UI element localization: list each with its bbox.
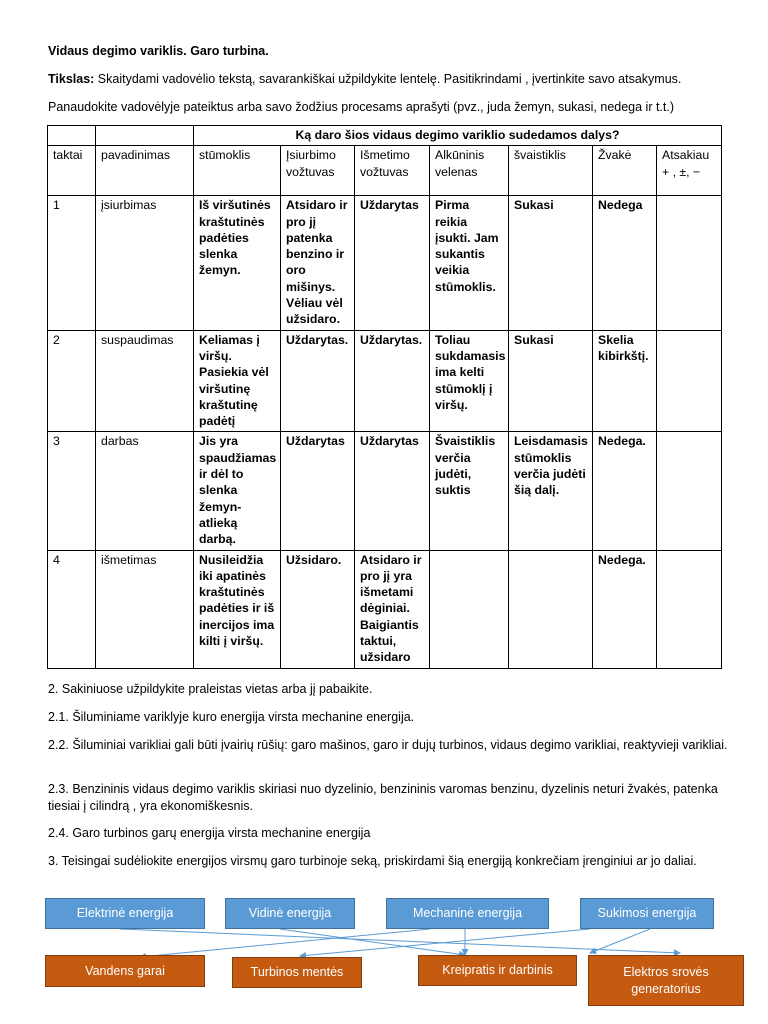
table-super-header: Ką daro šios vidaus degimo variklio sudedamos dalys? <box>194 126 722 146</box>
table-cell: suspaudimas <box>96 330 194 432</box>
table-cell <box>430 550 509 668</box>
table-cell: Nedega <box>593 196 657 330</box>
device-box-generator[interactable]: Elektros srovės generatorius <box>588 955 744 1006</box>
instruction-paragraph: Panaudokite vadovėlyje pateiktus arba savo žodžius procesams aprašyti (pvz., juda žemyn, sukasi, nedega ir t.t.) <box>48 100 675 114</box>
arrow-line <box>140 929 430 957</box>
table-cell <box>509 550 593 668</box>
table-header-cell: Išmetimo vožtuvas <box>355 146 430 196</box>
table-cell: Leisdamasis stūmoklis verčia judėti šią dalį. <box>509 432 593 550</box>
table-cell: 2 <box>48 330 96 432</box>
table-cell: Keliamas į viršų. Pasiekia vėl viršutinę kraštutinę padėtį <box>194 330 281 432</box>
table-row <box>48 432 722 550</box>
table-cell: Iš viršutinės kraštutinės padėties slenka žemyn. <box>194 196 281 330</box>
engine-table <box>47 125 722 669</box>
table-cell <box>96 126 194 146</box>
table-cell: 4 <box>48 550 96 668</box>
table-cell <box>657 196 722 330</box>
table-cell <box>48 126 96 146</box>
section2-title: 2. Sakiniuose užpildykite praleistas vietas arba jį pabaikite. <box>48 682 373 696</box>
device-box-steam[interactable]: Vandens garai <box>45 955 205 987</box>
table-super-header-row <box>48 126 722 146</box>
table-cell: Jis yra spaudžiamas ir dėl to slenka žemyn-atlieką darbą. <box>194 432 281 550</box>
table-cell: darbas <box>96 432 194 550</box>
table-cell: Sukasi <box>509 196 593 330</box>
table-header-cell: Įsiurbimo vožtuvas <box>281 146 355 196</box>
sentence-2-1: 2.1. Šiluminiame variklyje kuro energija virsta mechanine energija. <box>48 710 415 724</box>
table-cell: Sukasi <box>509 330 593 432</box>
table-header-cell: taktai <box>48 146 96 196</box>
table-cell: įsiurbimas <box>96 196 194 330</box>
sentence-2-4: 2.4. Garo turbinos garų energija virsta mechanine energija <box>48 826 371 840</box>
arrow-line <box>590 929 650 953</box>
table-cell: Nusileidžia iki apatinės kraštutinės padėties ir iš inercijos ima kilti į viršų. <box>194 550 281 668</box>
device-box-turbine-blades[interactable]: Turbinos mentės <box>232 957 362 988</box>
device-box-guide-wheel[interactable]: Kreipratis ir darbinis <box>418 955 577 986</box>
table-cell: Nedega. <box>593 550 657 668</box>
energy-box-rotational[interactable]: Sukimosi energija <box>580 898 714 929</box>
table-cell: Nedega. <box>593 432 657 550</box>
arrow-line <box>120 929 680 953</box>
table-cell: Skelia kibirkštį. <box>593 330 657 432</box>
table-cell: Uždarytas. <box>281 330 355 432</box>
table-cell: 1 <box>48 196 96 330</box>
table-row <box>48 330 722 432</box>
arrow-line <box>300 929 590 956</box>
goal-text: Skaitydami vadovėlio tekstą, savarankiškai užpildykite lentelę. Pasitikrindami , įvertinkite savo atsakymus. <box>94 72 682 86</box>
table-header-cell: Alkūninis velenas <box>430 146 509 196</box>
table-header-row <box>48 146 722 196</box>
table-cell: Uždarytas <box>355 196 430 330</box>
table-header-cell: Atsakiau + , ±, − <box>657 146 722 196</box>
sentence-2-3: 2.3. Benzininis vidaus degimo variklis skiriasi nuo dyzelinio, benzininis varomas benzinu, dyzelinis neturi žvakės, patenka tiesiai į cilindrą , yra ekonomiškesnis. <box>48 782 718 813</box>
sentence-2-2: 2.2. Šiluminiai varikliai gali būti įvairių rūšių: garo mašinos, garo ir dujų turbinos, vidaus degimo varikliai, reaktyvieji varikliai. <box>48 738 728 752</box>
goal-paragraph <box>48 71 728 88</box>
table-cell <box>657 432 722 550</box>
table-cell: Uždarytas <box>281 432 355 550</box>
energy-box-internal[interactable]: Vidinė energija <box>225 898 355 929</box>
table-cell: Uždarytas. <box>355 330 430 432</box>
table-cell: Užsidaro. <box>281 550 355 668</box>
table-cell <box>657 330 722 432</box>
table-cell: Atsidaro ir pro jį yra išmetami dėginiai. Baigiantis taktui, užsidaro <box>355 550 430 668</box>
table-row <box>48 196 722 330</box>
table-header-cell: stūmoklis <box>194 146 281 196</box>
energy-box-mechanical[interactable]: Mechaninė energija <box>386 898 549 929</box>
table-cell: Toliau sukdamasis ima kelti stūmoklį į viršų. <box>430 330 509 432</box>
table-cell: išmetimas <box>96 550 194 668</box>
table-header-cell: Žvakė <box>593 146 657 196</box>
table-cell: 3 <box>48 432 96 550</box>
section3-title: 3. Teisingai sudėliokite energijos virsmų garo turbinoje seką, priskirdami šią energiją konkrečiam įrenginiui ar jo daliai. <box>48 854 697 868</box>
arrow-line <box>280 929 465 955</box>
table-cell: Atsidaro ir pro jį patenka benzino ir oro mišinys. Vėliau vėl užsidaro. <box>281 196 355 330</box>
table-row <box>48 550 722 668</box>
table-cell: Uždarytas <box>355 432 430 550</box>
table-cell: Pirma reikia įsukti. Jam sukantis veikia stūmoklis. <box>430 196 509 330</box>
goal-label: Tikslas: <box>48 72 95 86</box>
table-header-cell: švaistiklis <box>509 146 593 196</box>
energy-box-electric[interactable]: Elektrinė energija <box>45 898 205 929</box>
page-heading: Vidaus degimo variklis. Garo turbina. <box>48 44 269 58</box>
table-header-cell: pavadinimas <box>96 146 194 196</box>
table-cell <box>657 550 722 668</box>
table-cell: Švaistiklis verčia judėti, suktis <box>430 432 509 550</box>
